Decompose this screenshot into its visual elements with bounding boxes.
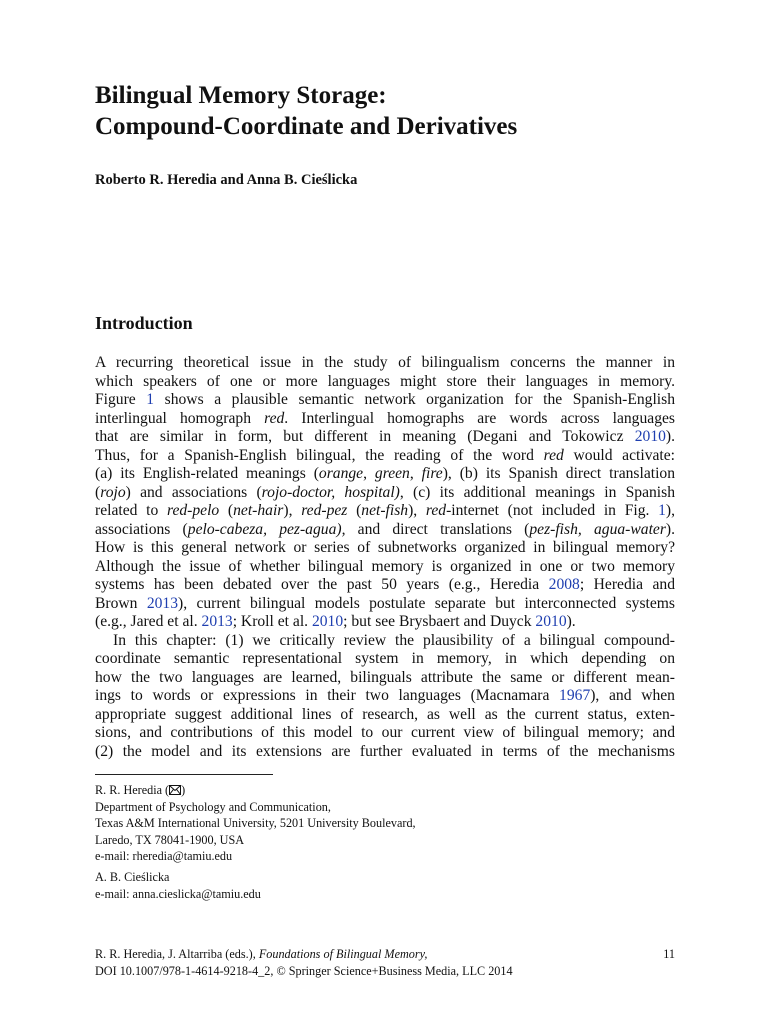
text-span: , (c) its additional meanings in Spanish: [399, 483, 676, 501]
citation-link[interactable]: 2010: [634, 428, 666, 445]
text-line: [95, 669, 675, 688]
text-line: [95, 484, 675, 503]
citation-line: [95, 946, 675, 963]
text-span: related to: [95, 502, 167, 519]
italic-term: net-hair: [233, 502, 284, 519]
italic-term: red: [543, 446, 564, 464]
text-span: that are similar in form, but different in meaning (Degani and Tokowicz: [95, 428, 635, 445]
text-span: R. R. Heredia, J. Altarriba (eds.),: [95, 947, 259, 961]
italic-term: pez-fish, agua-water: [529, 520, 666, 538]
citation-link[interactable]: 1967: [559, 687, 591, 704]
text-span: ,: [363, 465, 375, 482]
citation-link[interactable]: 2008: [548, 576, 580, 593]
text-span: how the two languages are learned, bilinguals attribute the same or different mean-: [95, 668, 675, 686]
text-span: Brown: [95, 594, 147, 612]
text-line: [95, 706, 675, 725]
chapter-title-line-2: Compound-Coordinate and Derivatives: [95, 113, 518, 140]
italic-term: fire: [421, 465, 443, 482]
text-span: ).: [665, 428, 675, 445]
chapter-title-line-1: Bilingual Memory Storage:: [95, 82, 387, 109]
author-name: A. B. Cieślicka: [95, 870, 170, 884]
text-line: [95, 373, 675, 392]
text-span: (a) its English-related meanings (: [95, 465, 319, 482]
text-line: [95, 410, 675, 429]
page-number: 11: [663, 947, 675, 961]
text-span: ): [181, 783, 186, 797]
text-line: [95, 724, 675, 743]
text-span: coordinate semantic representational system in memory, in which depending on: [95, 650, 675, 667]
italic-term: rojo: [100, 483, 126, 501]
author-affiliation-1: [95, 782, 655, 865]
text-line: [95, 632, 675, 651]
text-line: [95, 613, 675, 632]
text-span: (2) the model and its extensions are further evaluated in terms of the mechanisms: [95, 742, 675, 760]
italic-term: red-pelo: [166, 502, 220, 519]
text-line: [95, 743, 675, 762]
text-line: [95, 558, 675, 577]
text-line: [95, 502, 675, 521]
citation-link[interactable]: 2013: [201, 613, 233, 630]
footnote-divider: [95, 774, 273, 775]
citation-link[interactable]: 2010: [535, 613, 567, 630]
text-span: A recurring theoretical issue in the study of bilingualism concerns the manner in: [95, 354, 675, 371]
author-name: R. R. Heredia (: [95, 783, 170, 797]
text-span: interlingual homograph: [95, 409, 265, 427]
text-span: and direct translations (: [345, 520, 530, 538]
italic-term: red: [425, 502, 447, 519]
author-affiliation-2: [95, 869, 655, 902]
text-span: -internet (not included in Fig.: [446, 502, 659, 519]
book-title: Foundations of Bilingual Memory,: [258, 947, 428, 961]
figure-link[interactable]: 1: [146, 391, 155, 408]
city-address: Laredo, TX 78041-1900, USA: [95, 832, 245, 847]
text-span: ).: [566, 613, 576, 630]
text-line: [95, 595, 675, 614]
text-span: ),: [283, 502, 302, 519]
text-span: (: [347, 502, 362, 519]
text-span: ) and associations (: [125, 483, 262, 501]
email-address[interactable]: e-mail: rheredia@tamiu.edu: [95, 849, 233, 863]
italic-term: green: [374, 465, 410, 482]
text-span: How is this general network or series of subnetworks organized in bilingual memory?: [95, 539, 675, 556]
envelope-icon: [169, 785, 181, 795]
citation-link[interactable]: 2013: [146, 594, 178, 612]
text-span: ), (b) its Spanish direct translation: [442, 465, 675, 482]
italic-term: red-pez: [301, 502, 348, 519]
text-span: Thus, for a Spanish-English bilingual, the reading of the word: [95, 446, 544, 464]
text-span: which speakers of one or more languages might store their languages in memory.: [95, 372, 675, 390]
text-span: (: [219, 502, 234, 519]
text-span: sions, and contributions of this model to our current view of bilingual memory; and: [95, 724, 675, 741]
italic-term: rojo-doctor, hospital): [261, 483, 400, 501]
text-span: shows a plausible semantic network organization for the Spanish-English: [154, 391, 675, 408]
italic-term: orange: [318, 465, 364, 482]
italic-term: red: [264, 409, 285, 427]
doi-line[interactable]: DOI 10.1007/978-1-4614-9218-4_2, © Springer Science+Business Media, LLC 2014: [95, 963, 513, 978]
text-span: Figure: [95, 391, 147, 408]
section-heading: Introduction: [95, 313, 193, 333]
text-line: [95, 465, 675, 484]
author-list: Roberto R. Heredia and Anna B. Cieślicka: [95, 172, 358, 188]
text-span: ings to words or expressions in their two languages (Macnamara: [95, 687, 560, 704]
text-span: . Interlingual homographs are words across languages: [284, 409, 675, 427]
text-line: [95, 576, 675, 595]
italic-term: pelo-cabeza, pez-agua),: [187, 520, 346, 538]
text-span: ; but see Brysbaert and Duyck: [343, 613, 536, 630]
text-span: ; Kroll et al.: [232, 613, 312, 630]
text-line: [95, 447, 675, 466]
text-line: [95, 521, 675, 540]
text-span: appropriate suggest additional lines of research, as well as the current status, exten-: [95, 705, 675, 723]
text-span: systems has been debated over the past 50 years (e.g., Heredia: [95, 576, 549, 593]
text-span: would activate:: [563, 446, 675, 464]
text-line: [95, 391, 675, 410]
text-span: ), and when: [590, 687, 675, 704]
figure-link[interactable]: 1: [658, 502, 666, 519]
text-line: [95, 539, 675, 558]
text-span: ),: [665, 502, 675, 519]
footnote-line: [95, 782, 655, 799]
text-span: ; Heredia and: [579, 576, 675, 593]
university-address: Texas A&M International University, 5201 University Boulevard,: [95, 816, 416, 830]
text-span: In this chapter: (1) we critically review the plausibility of a bilingual compound-: [113, 631, 675, 649]
text-span: ).: [665, 520, 675, 538]
department: Department of Psychology and Communication,: [95, 799, 331, 814]
email-address[interactable]: e-mail: anna.cieslicka@tamiu.edu: [95, 886, 261, 901]
citation-link[interactable]: 2010: [311, 613, 344, 630]
text-line: [95, 428, 675, 447]
italic-term: net-fish: [361, 502, 409, 519]
text-span: (: [95, 483, 101, 501]
text-span: ),: [408, 502, 426, 519]
text-span: Although the issue of whether bilingual memory is organized in one or two memory: [95, 557, 675, 575]
chapter-title: [95, 80, 695, 142]
text-line: [95, 354, 675, 373]
text-span: associations (: [95, 520, 188, 538]
book-citation: [95, 946, 675, 979]
text-span: ), current bilingual models postulate separate but interconnected systems: [178, 594, 675, 612]
text-span: (e.g., Jared et al.: [95, 613, 202, 630]
body-text: [95, 354, 675, 761]
text-span: ,: [409, 465, 422, 482]
text-line: [95, 650, 675, 669]
text-line: [95, 687, 675, 706]
